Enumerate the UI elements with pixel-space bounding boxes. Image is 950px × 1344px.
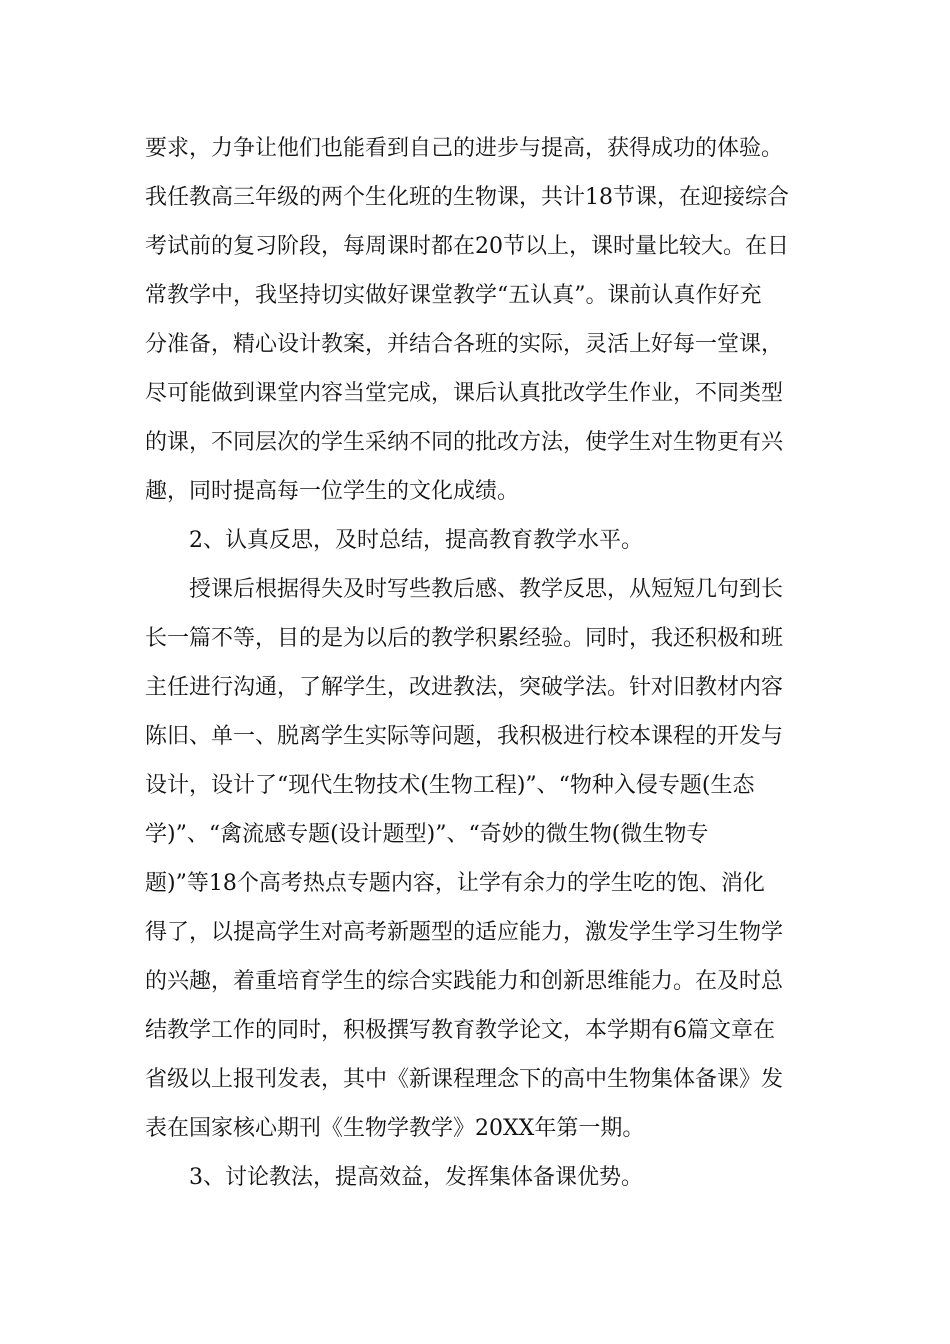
text-line: 趣，同时提高每一位学生的文化成绩。 bbox=[145, 479, 520, 504]
paragraph-start: 授课后根据得失及时写些教后感、教学反思，从短短几句到长 bbox=[189, 577, 784, 602]
text-line: 设计，设计了“现代生物技术(生物工程)”、“物种入侵专题(生态 bbox=[145, 773, 755, 798]
text-line: 尽可能做到课堂内容当堂完成，课后认真批改学生作业，不同类型 bbox=[145, 381, 784, 406]
text-line: 结教学工作的同时，积极撰写教育教学论文，本学期有6篇文章在 bbox=[145, 1018, 775, 1043]
text-line: 陈旧、单一、脱离学生实际等问题，我积极进行校本课程的开发与 bbox=[145, 724, 784, 749]
text-line: 学)”、“禽流感专题(设计题型)”、“奇妙的微生物(微生物专 bbox=[145, 822, 709, 847]
text-line: 省级以上报刊发表，其中《新课程理念下的高中生物集体备课》发 bbox=[145, 1067, 784, 1092]
text-line: 常教学中，我坚持切实做好课堂教学“五认真”。课前认真作好充 bbox=[145, 283, 762, 308]
text-line: 得了，以提高学生对高考新题型的适应能力，激发学生学习生物学 bbox=[145, 920, 784, 945]
section-heading: 3、讨论教法，提高效益，发挥集体备课优势。 bbox=[189, 1165, 643, 1190]
text-line: 的课，不同层次的学生采纳不同的批改方法，使学生对生物更有兴 bbox=[145, 430, 784, 455]
section-heading: 2、认真反思，及时总结，提高教育教学水平。 bbox=[189, 528, 643, 553]
text-line: 的兴趣，着重培育学生的综合实践能力和创新思维能力。在及时总 bbox=[145, 969, 784, 994]
text-line: 我任教高三年级的两个生化班的生物课，共计18节课，在迎接综合 bbox=[145, 185, 789, 210]
body-text bbox=[145, 124, 807, 1202]
text-line: 主任进行沟通，了解学生，改进教法，突破学法。针对旧教材内容 bbox=[145, 675, 784, 700]
text-line: 考试前的复习阶段，每周课时都在20节以上，课时量比较大。在日 bbox=[145, 234, 789, 259]
text-line: 要求，力争让他们也能看到自己的进步与提高，获得成功的体验。 bbox=[145, 136, 784, 161]
text-line: 表在国家核心期刊《生物学教学》20XX年第一期。 bbox=[145, 1116, 645, 1141]
text-line: 分准备，精心设计教案，并结合各班的实际，灵活上好每一堂课， bbox=[145, 332, 784, 357]
text-line: 题)”等18个高考热点专题内容，让学有余力的学生吃的饱、消化 bbox=[145, 871, 765, 896]
text-line: 长一篇不等，目的是为以后的教学积累经验。同时，我还积极和班 bbox=[145, 626, 784, 651]
